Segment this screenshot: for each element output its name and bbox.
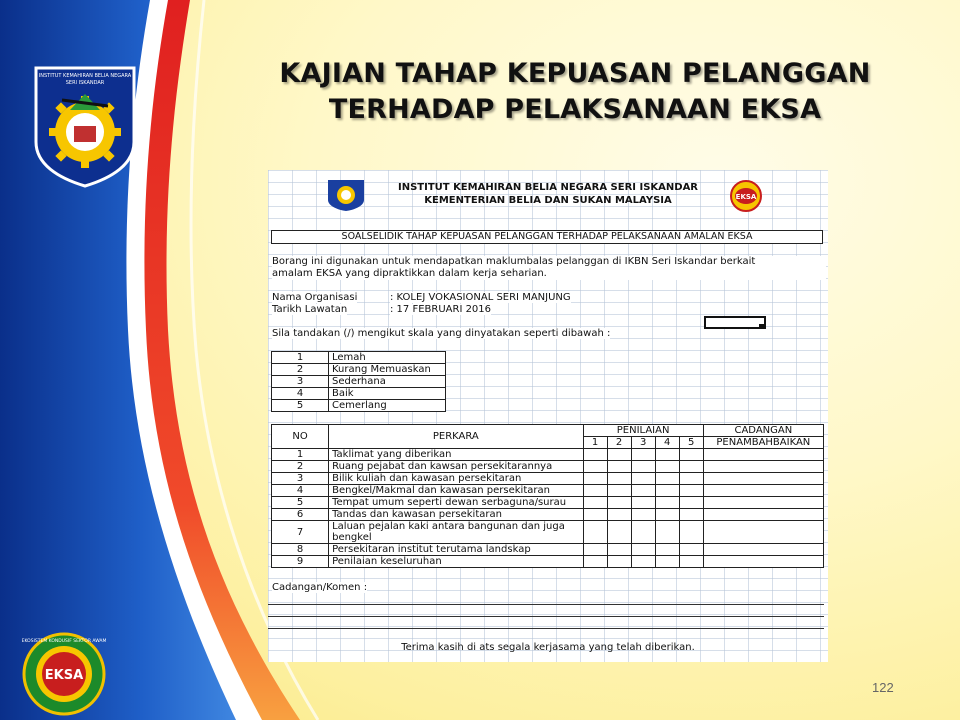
score-cell-5[interactable] (679, 449, 703, 461)
item-text: Tandas dan kawasan persekitaran (329, 509, 583, 521)
item-text: Tempat umum seperti dewan serbaguna/surau (329, 497, 583, 509)
fill-handle[interactable] (759, 324, 764, 329)
form-institute-name: INSTITUT KEMAHIRAN BELIA NEGARA SERI ISKANDAR (397, 182, 699, 193)
scale-label: Cemerlang (329, 400, 446, 412)
score-cell-4[interactable] (655, 509, 679, 521)
rating-scale-table (271, 351, 446, 412)
header-score-2: 2 (607, 437, 631, 449)
item-number: 3 (272, 473, 329, 485)
form-eksa-logo (724, 180, 768, 212)
date-label: Tarikh Lawatan (272, 304, 348, 315)
score-cell-2[interactable] (607, 449, 631, 461)
score-cell-1[interactable] (583, 473, 607, 485)
evaluation-row (272, 509, 824, 521)
evaluation-row (272, 461, 824, 473)
suggestion-cell[interactable] (703, 485, 823, 497)
thank-you-text: Terima kasih di ats segala kerjasama yang telah diberikan. (401, 642, 695, 653)
score-cell-5[interactable] (679, 473, 703, 485)
score-cell-1[interactable] (583, 509, 607, 521)
intro-line-2: amalam EKSA yang dipraktikkan dalam kerja seharian. (272, 268, 547, 279)
logo-text-line2: SERI ISKANDAR (65, 80, 105, 86)
item-number: 2 (272, 461, 329, 473)
title-line-2: TERHADAP PELAKSANAAN EKSA (328, 94, 822, 125)
intro-text (272, 256, 826, 280)
suggestion-cell[interactable] (703, 497, 823, 509)
eksa-logo (22, 632, 106, 716)
score-cell-2[interactable] (607, 521, 631, 544)
score-cell-3[interactable] (631, 509, 655, 521)
header-score-5: 5 (679, 437, 703, 449)
score-cell-4[interactable] (655, 473, 679, 485)
item-number: 8 (272, 544, 329, 556)
item-text: Bilik kuliah dan kawasan persekitaran (329, 473, 583, 485)
score-cell-4[interactable] (655, 544, 679, 556)
header-score-4: 4 (655, 437, 679, 449)
score-cell-3[interactable] (631, 497, 655, 509)
comment-line-2[interactable] (268, 616, 824, 617)
evaluation-row (272, 473, 824, 485)
survey-title: SOALSELIDIK TAHAP KEPUASAN PELANGGAN TERHADAP PELAKSANAAN AMALAN EKSA (271, 230, 823, 244)
score-cell-4[interactable] (655, 461, 679, 473)
header-score-1: 1 (583, 437, 607, 449)
score-cell-2[interactable] (607, 485, 631, 497)
score-cell-5[interactable] (679, 461, 703, 473)
scale-number: 4 (272, 388, 329, 400)
scale-number: 5 (272, 400, 329, 412)
institute-logo (32, 66, 138, 188)
header-penilaian: PENILAIAN (583, 425, 703, 437)
score-cell-2[interactable] (607, 461, 631, 473)
header-perkara: PERKARA (329, 425, 583, 449)
item-text: Bengkel/Makmal dan kawasan persekitaran (329, 485, 583, 497)
score-cell-3[interactable] (631, 485, 655, 497)
score-cell-4[interactable] (655, 449, 679, 461)
suggestion-cell[interactable] (703, 449, 823, 461)
logo-text-line1: INSTITUT KEMAHIRAN BELIA NEGARA (38, 73, 132, 79)
score-cell-2[interactable] (607, 509, 631, 521)
suggestion-cell[interactable] (703, 521, 823, 544)
score-cell-4[interactable] (655, 485, 679, 497)
score-cell-5[interactable] (679, 509, 703, 521)
score-cell-3[interactable] (631, 556, 655, 568)
org-value: : KOLEJ VOKASIONAL SERI MANJUNG (390, 292, 571, 303)
comment-label: Cadangan/Komen : (272, 582, 368, 593)
score-cell-3[interactable] (631, 461, 655, 473)
score-cell-4[interactable] (655, 556, 679, 568)
suggestion-cell[interactable] (703, 544, 823, 556)
score-cell-3[interactable] (631, 449, 655, 461)
score-cell-5[interactable] (679, 544, 703, 556)
score-cell-1[interactable] (583, 485, 607, 497)
selected-cell[interactable] (704, 316, 766, 329)
evaluation-row (272, 497, 824, 509)
intro-line-1: Borang ini digunakan untuk mendapatkan maklumbalas pelanggan di IKBN Seri Iskandar berkait (272, 256, 756, 267)
scale-number: 2 (272, 364, 329, 376)
scale-row (272, 352, 446, 364)
score-cell-2[interactable] (607, 473, 631, 485)
item-text: Penilaian keseluruhan (329, 556, 583, 568)
form-ministry-name: KEMENTERIAN BELIA DAN SUKAN MALAYSIA (424, 195, 672, 206)
score-cell-2[interactable] (607, 556, 631, 568)
header-penambahbaikan: PENAMBAHBAIKAN (703, 437, 823, 449)
score-cell-5[interactable] (679, 521, 703, 544)
score-cell-1[interactable] (583, 544, 607, 556)
scale-number: 1 (272, 352, 329, 364)
evaluation-row (272, 544, 824, 556)
instruction-text: Sila tandakan (/) mengikut skala yang dinyatakan seperti dibawah : (272, 328, 611, 339)
scale-row (272, 364, 446, 376)
page-number: 122 (872, 680, 894, 695)
scale-label: Baik (329, 388, 446, 400)
item-number: 7 (272, 521, 329, 544)
header-no: NO (272, 425, 329, 449)
eksa-logo-text: EKSA (44, 668, 84, 683)
date-value: : 17 FEBRUARI 2016 (390, 304, 492, 315)
evaluation-row (272, 449, 824, 461)
scale-row (272, 388, 446, 400)
score-cell-1[interactable] (583, 521, 607, 544)
eksa-ring-text: EKOSISTEM KONDUSIF SEKTOR AWAM (22, 639, 106, 644)
item-text: Taklimat yang diberikan (329, 449, 583, 461)
slide-title (250, 56, 900, 128)
title-line-1: KAJIAN TAHAP KEPUASAN PELANGGAN (279, 58, 871, 89)
item-text: Persekitaran institut terutama landskap (329, 544, 583, 556)
score-cell-1[interactable] (583, 461, 607, 473)
suggestion-cell[interactable] (703, 556, 823, 568)
form-eksa-logo-text: EKSA (735, 193, 757, 201)
header-cadangan: CADANGAN (703, 425, 823, 437)
evaluation-table (271, 424, 824, 568)
score-cell-5[interactable] (679, 485, 703, 497)
scale-label: Sederhana (329, 376, 446, 388)
evaluation-row (272, 556, 824, 568)
item-number: 6 (272, 509, 329, 521)
score-cell-5[interactable] (679, 556, 703, 568)
score-cell-3[interactable] (631, 473, 655, 485)
item-number: 4 (272, 485, 329, 497)
scale-row (272, 400, 446, 412)
questionnaire-form (268, 170, 828, 662)
score-cell-4[interactable] (655, 521, 679, 544)
score-cell-2[interactable] (607, 544, 631, 556)
score-cell-1[interactable] (583, 497, 607, 509)
item-number: 1 (272, 449, 329, 461)
suggestion-cell[interactable] (703, 461, 823, 473)
suggestion-cell[interactable] (703, 473, 823, 485)
item-number: 5 (272, 497, 329, 509)
score-cell-2[interactable] (607, 497, 631, 509)
score-cell-3[interactable] (631, 544, 655, 556)
score-cell-4[interactable] (655, 497, 679, 509)
comment-line-1[interactable] (268, 604, 824, 605)
item-text: Ruang pejabat dan kawsan persekitarannya (329, 461, 583, 473)
score-cell-1[interactable] (583, 449, 607, 461)
item-number: 9 (272, 556, 329, 568)
scale-label: Kurang Memuaskan (329, 364, 446, 376)
org-label: Nama Organisasi (272, 292, 358, 303)
score-cell-3[interactable] (631, 521, 655, 544)
scale-label: Lemah (329, 352, 446, 364)
evaluation-row (272, 485, 824, 497)
header-score-3: 3 (631, 437, 655, 449)
suggestion-cell[interactable] (703, 509, 823, 521)
score-cell-1[interactable] (583, 556, 607, 568)
comment-line-3[interactable] (268, 628, 824, 629)
scale-row (272, 376, 446, 388)
evaluation-row (272, 521, 824, 544)
item-text: Laluan pejalan kaki antara bangunan dan juga bengkel (329, 521, 583, 544)
score-cell-5[interactable] (679, 497, 703, 509)
scale-number: 3 (272, 376, 329, 388)
